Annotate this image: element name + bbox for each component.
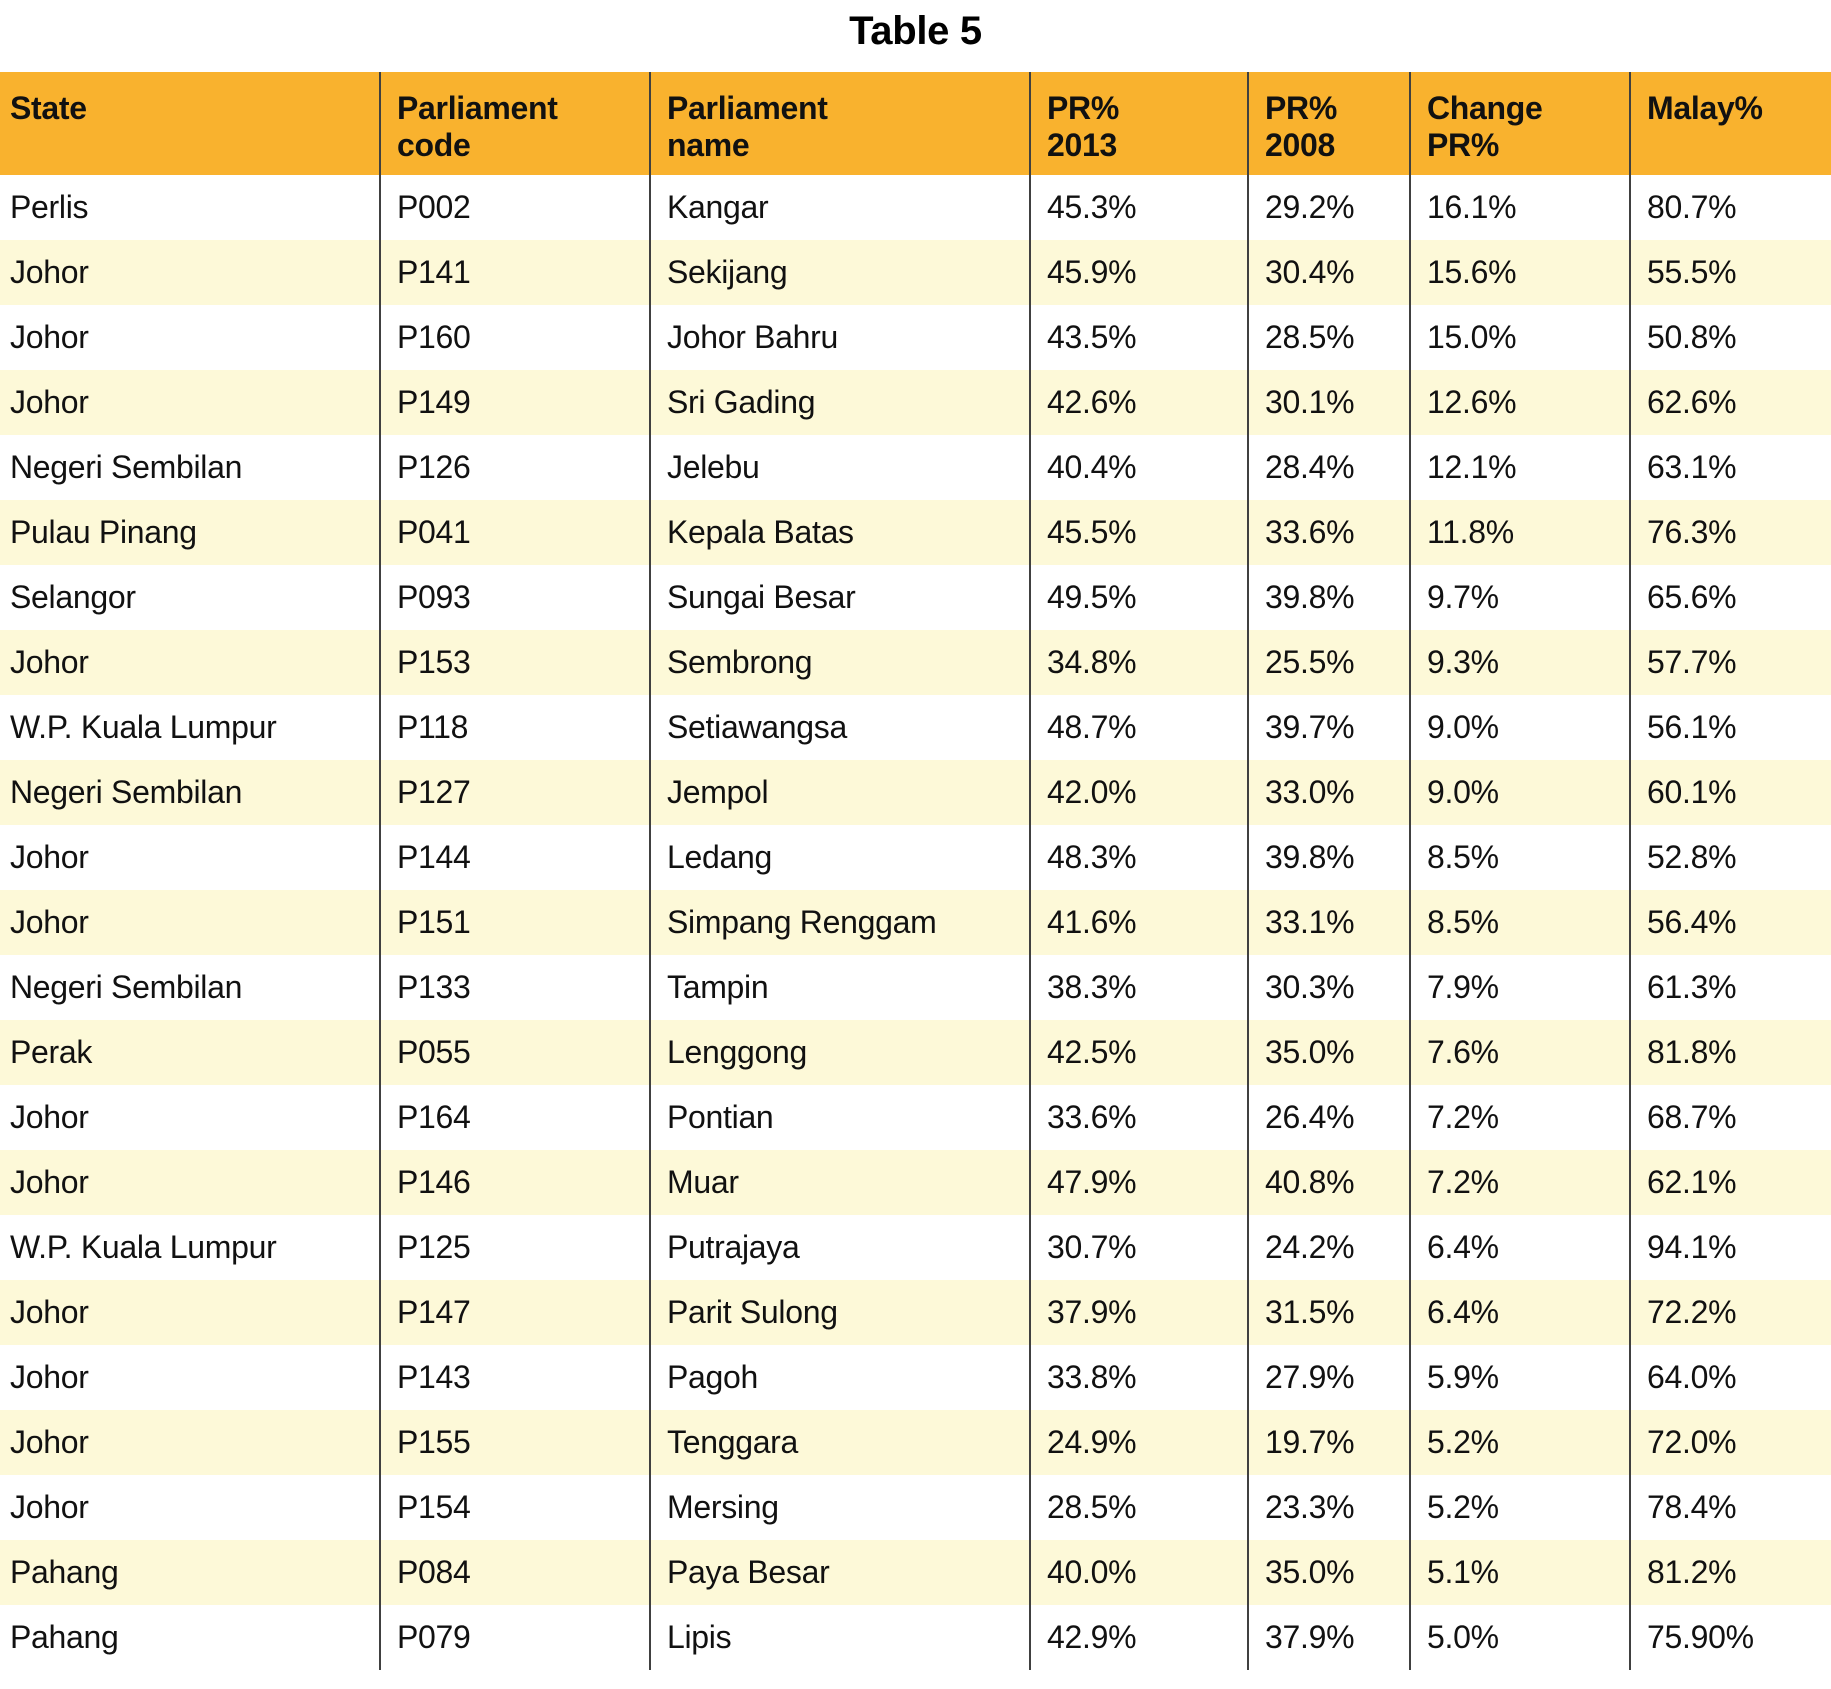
cell-malay-pct: 81.2% [1630,1540,1831,1605]
cell-malay-pct: 62.1% [1630,1150,1831,1215]
cell-pr-2013: 42.9% [1030,1605,1248,1670]
table-row [0,890,1831,955]
cell-pr-2008: 37.9% [1248,1605,1410,1670]
column-header-state: State [0,72,380,175]
cell-change-pr: 5.2% [1410,1475,1630,1540]
cell-state: Johor [0,240,380,305]
table-row [0,435,1831,500]
cell-pr-2013: 45.5% [1030,500,1248,565]
cell-pr-2008: 27.9% [1248,1345,1410,1410]
cell-parliament-code: P151 [380,890,650,955]
cell-pr-2013: 45.3% [1030,175,1248,240]
cell-malay-pct: 52.8% [1630,825,1831,890]
column-header-parliament-code: Parliament code [380,72,650,175]
table-row [0,695,1831,760]
cell-change-pr: 5.1% [1410,1540,1630,1605]
cell-change-pr: 9.7% [1410,565,1630,630]
cell-pr-2013: 33.8% [1030,1345,1248,1410]
cell-pr-2013: 43.5% [1030,305,1248,370]
cell-state: Pahang [0,1605,380,1670]
cell-parliament-name: Paya Besar [650,1540,1030,1605]
table-row [0,1280,1831,1345]
cell-parliament-name: Parit Sulong [650,1280,1030,1345]
column-header-parliament-name: Parliament name [650,72,1030,175]
cell-pr-2008: 33.0% [1248,760,1410,825]
cell-parliament-name: Sri Gading [650,370,1030,435]
cell-pr-2013: 33.6% [1030,1085,1248,1150]
table-row [0,1605,1831,1670]
cell-pr-2008: 39.8% [1248,825,1410,890]
cell-change-pr: 6.4% [1410,1215,1630,1280]
table-row [0,1345,1831,1410]
cell-parliament-name: Muar [650,1150,1030,1215]
cell-change-pr: 7.2% [1410,1150,1630,1215]
cell-malay-pct: 61.3% [1630,955,1831,1020]
cell-parliament-name: Sungai Besar [650,565,1030,630]
cell-malay-pct: 64.0% [1630,1345,1831,1410]
cell-state: Johor [0,1410,380,1475]
table-row [0,1215,1831,1280]
cell-parliament-name: Mersing [650,1475,1030,1540]
cell-parliament-code: P002 [380,175,650,240]
cell-malay-pct: 76.3% [1630,500,1831,565]
cell-parliament-name: Jelebu [650,435,1030,500]
cell-pr-2013: 41.6% [1030,890,1248,955]
cell-parliament-code: P133 [380,955,650,1020]
cell-parliament-code: P084 [380,1540,650,1605]
cell-parliament-code: P149 [380,370,650,435]
cell-malay-pct: 75.90% [1630,1605,1831,1670]
cell-state: Negeri Sembilan [0,760,380,825]
cell-state: Johor [0,890,380,955]
cell-parliament-code: P118 [380,695,650,760]
cell-pr-2013: 42.0% [1030,760,1248,825]
cell-malay-pct: 55.5% [1630,240,1831,305]
cell-pr-2008: 35.0% [1248,1020,1410,1085]
cell-pr-2008: 33.1% [1248,890,1410,955]
cell-pr-2013: 42.5% [1030,1020,1248,1085]
cell-parliament-code: P144 [380,825,650,890]
table-row [0,825,1831,890]
cell-parliament-code: P146 [380,1150,650,1215]
cell-parliament-code: P154 [380,1475,650,1540]
cell-parliament-code: P127 [380,760,650,825]
cell-parliament-name: Setiawangsa [650,695,1030,760]
cell-malay-pct: 62.6% [1630,370,1831,435]
cell-state: Pulau Pinang [0,500,380,565]
cell-parliament-name: Kangar [650,175,1030,240]
cell-state: W.P. Kuala Lumpur [0,1215,380,1280]
column-header-malay-pct: Malay% [1630,72,1831,175]
cell-state: W.P. Kuala Lumpur [0,695,380,760]
cell-state: Johor [0,370,380,435]
cell-change-pr: 9.3% [1410,630,1630,695]
cell-pr-2008: 19.7% [1248,1410,1410,1475]
cell-change-pr: 5.9% [1410,1345,1630,1410]
cell-state: Negeri Sembilan [0,955,380,1020]
cell-state: Johor [0,1475,380,1540]
cell-parliament-code: P041 [380,500,650,565]
cell-pr-2008: 30.1% [1248,370,1410,435]
table-row [0,175,1831,240]
cell-parliament-name: Sembrong [650,630,1030,695]
cell-pr-2008: 40.8% [1248,1150,1410,1215]
title-strip [0,0,1831,72]
cell-pr-2008: 31.5% [1248,1280,1410,1345]
cell-pr-2008: 39.8% [1248,565,1410,630]
data-table [0,72,1831,1670]
cell-malay-pct: 68.7% [1630,1085,1831,1150]
cell-pr-2013: 30.7% [1030,1215,1248,1280]
table-row [0,370,1831,435]
cell-malay-pct: 57.7% [1630,630,1831,695]
column-header-change-pr: Change PR% [1410,72,1630,175]
cell-parliament-name: Simpang Renggam [650,890,1030,955]
cell-change-pr: 16.1% [1410,175,1630,240]
column-header-pr-2013: PR% 2013 [1030,72,1248,175]
cell-change-pr: 8.5% [1410,890,1630,955]
cell-state: Perak [0,1020,380,1085]
column-header-pr-2008: PR% 2008 [1248,72,1410,175]
cell-pr-2013: 48.3% [1030,825,1248,890]
table-row [0,955,1831,1020]
cell-pr-2008: 28.4% [1248,435,1410,500]
cell-parliament-name: Ledang [650,825,1030,890]
cell-parliament-name: Putrajaya [650,1215,1030,1280]
cell-malay-pct: 94.1% [1630,1215,1831,1280]
cell-malay-pct: 81.8% [1630,1020,1831,1085]
cell-parliament-code: P126 [380,435,650,500]
cell-parliament-name: Jempol [650,760,1030,825]
cell-pr-2008: 26.4% [1248,1085,1410,1150]
cell-parliament-name: Lipis [650,1605,1030,1670]
cell-pr-2008: 33.6% [1248,500,1410,565]
table-row [0,630,1831,695]
cell-parliament-name: Tenggara [650,1410,1030,1475]
cell-pr-2008: 23.3% [1248,1475,1410,1540]
cell-pr-2013: 38.3% [1030,955,1248,1020]
cell-malay-pct: 65.6% [1630,565,1831,630]
table-title: Table 5 [849,8,982,53]
cell-change-pr: 6.4% [1410,1280,1630,1345]
cell-malay-pct: 80.7% [1630,175,1831,240]
cell-parliament-code: P125 [380,1215,650,1280]
cell-change-pr: 7.2% [1410,1085,1630,1150]
cell-change-pr: 9.0% [1410,760,1630,825]
cell-pr-2013: 49.5% [1030,565,1248,630]
cell-parliament-code: P143 [380,1345,650,1410]
cell-parliament-code: P055 [380,1020,650,1085]
cell-pr-2008: 39.7% [1248,695,1410,760]
cell-pr-2013: 28.5% [1030,1475,1248,1540]
cell-pr-2013: 47.9% [1030,1150,1248,1215]
cell-change-pr: 11.8% [1410,500,1630,565]
cell-pr-2008: 35.0% [1248,1540,1410,1605]
cell-change-pr: 5.0% [1410,1605,1630,1670]
cell-pr-2008: 29.2% [1248,175,1410,240]
cell-parliament-name: Tampin [650,955,1030,1020]
cell-malay-pct: 50.8% [1630,305,1831,370]
table-row [0,1020,1831,1085]
cell-malay-pct: 72.0% [1630,1410,1831,1475]
cell-state: Johor [0,1085,380,1150]
cell-pr-2008: 30.4% [1248,240,1410,305]
table-row [0,305,1831,370]
cell-parliament-name: Lenggong [650,1020,1030,1085]
table-row [0,1150,1831,1215]
cell-pr-2008: 25.5% [1248,630,1410,695]
table-row [0,1540,1831,1605]
cell-state: Johor [0,1150,380,1215]
cell-parliament-name: Kepala Batas [650,500,1030,565]
table-row [0,500,1831,565]
cell-pr-2013: 48.7% [1030,695,1248,760]
table-row [0,1085,1831,1150]
cell-change-pr: 7.9% [1410,955,1630,1020]
cell-pr-2013: 45.9% [1030,240,1248,305]
cell-parliament-code: P079 [380,1605,650,1670]
cell-change-pr: 12.6% [1410,370,1630,435]
cell-parliament-code: P160 [380,305,650,370]
cell-parliament-code: P164 [380,1085,650,1150]
cell-state: Johor [0,825,380,890]
cell-parliament-code: P155 [380,1410,650,1475]
cell-state: Selangor [0,565,380,630]
cell-change-pr: 5.2% [1410,1410,1630,1475]
table-body [0,175,1831,1670]
cell-pr-2008: 28.5% [1248,305,1410,370]
cell-parliament-name: Pontian [650,1085,1030,1150]
table-row [0,565,1831,630]
cell-parliament-code: P093 [380,565,650,630]
table-row [0,240,1831,305]
table-row [0,1410,1831,1475]
cell-pr-2008: 30.3% [1248,955,1410,1020]
cell-parliament-name: Pagoh [650,1345,1030,1410]
cell-change-pr: 15.0% [1410,305,1630,370]
cell-state: Johor [0,1345,380,1410]
cell-pr-2013: 40.4% [1030,435,1248,500]
cell-malay-pct: 63.1% [1630,435,1831,500]
cell-malay-pct: 78.4% [1630,1475,1831,1540]
cell-parliament-name: Johor Bahru [650,305,1030,370]
table-row [0,760,1831,825]
cell-change-pr: 15.6% [1410,240,1630,305]
cell-parliament-code: P141 [380,240,650,305]
cell-parliament-code: P153 [380,630,650,695]
cell-state: Johor [0,630,380,695]
cell-change-pr: 7.6% [1410,1020,1630,1085]
table-row [0,1475,1831,1540]
cell-malay-pct: 60.1% [1630,760,1831,825]
cell-malay-pct: 56.4% [1630,890,1831,955]
cell-malay-pct: 72.2% [1630,1280,1831,1345]
cell-state: Pahang [0,1540,380,1605]
cell-pr-2013: 34.8% [1030,630,1248,695]
cell-change-pr: 12.1% [1410,435,1630,500]
cell-parliament-name: Sekijang [650,240,1030,305]
cell-pr-2013: 42.6% [1030,370,1248,435]
header-row [0,72,1831,175]
cell-change-pr: 8.5% [1410,825,1630,890]
cell-state: Johor [0,305,380,370]
cell-pr-2013: 37.9% [1030,1280,1248,1345]
table-header [0,72,1831,175]
cell-state: Johor [0,1280,380,1345]
cell-state: Negeri Sembilan [0,435,380,500]
cell-state: Perlis [0,175,380,240]
cell-parliament-code: P147 [380,1280,650,1345]
cell-malay-pct: 56.1% [1630,695,1831,760]
cell-change-pr: 9.0% [1410,695,1630,760]
cell-pr-2013: 40.0% [1030,1540,1248,1605]
cell-pr-2008: 24.2% [1248,1215,1410,1280]
cell-pr-2013: 24.9% [1030,1410,1248,1475]
